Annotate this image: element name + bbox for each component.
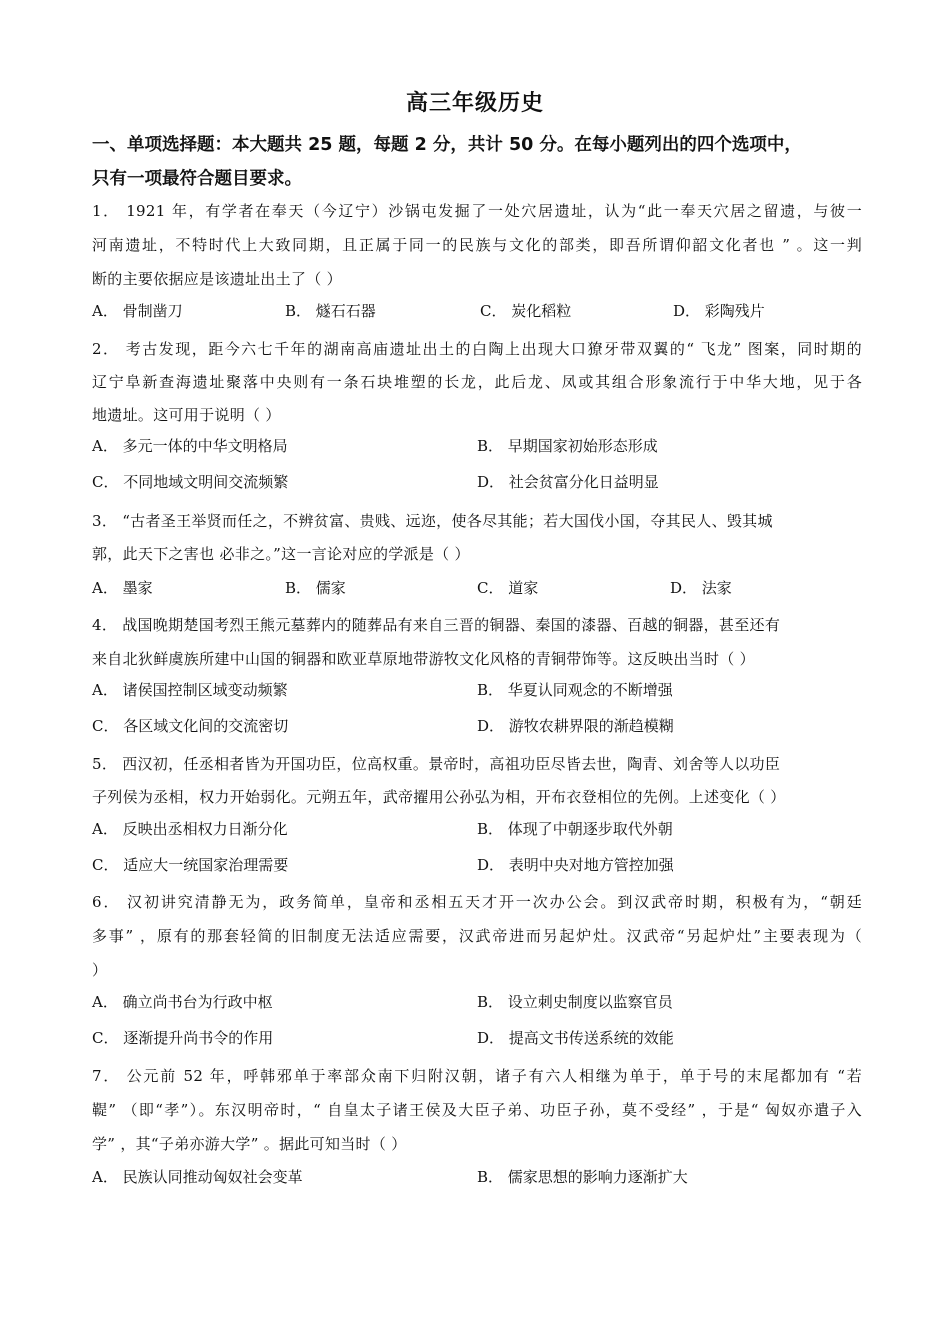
exam-title: 高三年级历史 bbox=[405, 91, 544, 116]
option-a: A． 诸侯国控制区域变动频繁 bbox=[92, 681, 288, 699]
section-heading-line: 只有一项最符合题目要求。 bbox=[92, 169, 302, 189]
question-text-line: 学” ，其“子弟亦游大学” 。据此可知当时（ ） bbox=[92, 1135, 407, 1153]
question-text-line: 多事” ，原有的那套轻简的旧制度无法适应需要，汉武帝进而另起炉灶。汉武帝“另起炉灶”主要表现为（ bbox=[92, 927, 862, 945]
question-text-line: 2． 考古发现，距今六七千年的湖南高庙遗址出土的白陶上出现大口獠牙带双翼的“ 飞龙” 图案，同时期的 bbox=[92, 340, 862, 358]
option-b: B． 设立刺史制度以监察官员 bbox=[477, 993, 673, 1011]
option-d: D． 表明中央对地方管控加强 bbox=[477, 856, 674, 874]
question-text-line: 河南遗址，不特时代上大致同期，且正属于同一的民族与文化的部类，即吾所谓仰韶文化者也 ” 。这一判 bbox=[92, 236, 862, 254]
question-text-line: 郭，此天下之害也 必非之。”这一言论对应的学派是（ ） bbox=[92, 545, 470, 563]
option-a: A． 反映出丞相权力日渐分化 bbox=[92, 820, 288, 838]
question-text-line: 鞮” （即“孝”）。东汉明帝时，“ 自皇太子诸王侯及大臣子弟、功臣子孙，莫不受经” ，于是“ 匈奴亦遣子入 bbox=[92, 1101, 862, 1119]
option-d: D． 法家 bbox=[670, 579, 732, 597]
option-d: D． 提高文书传送系统的效能 bbox=[477, 1029, 674, 1047]
option-b: B． 体现了中朝逐步取代外朝 bbox=[477, 820, 673, 838]
option-c: C． 不同地域文明间交流频繁 bbox=[92, 473, 289, 491]
option-d: D． 社会贫富分化日益明显 bbox=[477, 473, 659, 491]
option-b: B． 燧石石器 bbox=[285, 302, 376, 320]
option-a: A． 多元一体的中华文明格局 bbox=[92, 437, 288, 455]
question-text-line: ） bbox=[92, 961, 108, 979]
option-a: A． 确立尚书台为行政中枢 bbox=[92, 993, 273, 1011]
option-a: A． 墨家 bbox=[92, 579, 153, 597]
option-c: C． 适应大一统国家治理需要 bbox=[92, 856, 289, 874]
question-text-line: 7． 公元前 52 年，呼韩邪单于率部众南下归附汉朝，诸子有六人相继为单于，单于号的末尾都加有 “若 bbox=[92, 1067, 862, 1085]
option-a: A． 骨制凿刀 bbox=[92, 302, 183, 320]
question-text-line: 5． 西汉初，任丞相者皆为开国功臣，位高权重。景帝时，高祖功臣尽皆去世，陶青、刘舍等人以功臣 bbox=[92, 755, 781, 773]
option-c: C． 各区域文化间的交流密切 bbox=[92, 717, 289, 735]
option-d: D． 彩陶残片 bbox=[673, 302, 765, 320]
option-d: D． 游牧农耕界限的渐趋模糊 bbox=[477, 717, 674, 735]
section-heading bbox=[92, 128, 862, 196]
question-text-line: 4． 战国晚期楚国考烈王熊元墓葬内的随葬品有来自三晋的铜器、秦国的漆器、百越的铜器，甚至还有 bbox=[92, 616, 781, 634]
option-c: C． 逐渐提升尚书令的作用 bbox=[92, 1029, 274, 1047]
option-c: C． 道家 bbox=[477, 579, 539, 597]
option-b: B． 早期国家初始形态形成 bbox=[477, 437, 658, 455]
section-heading-line: 一、单项选择题：本大题共 25 题，每题 2 分，共计 50 分。在每小题列出的四个选项中， bbox=[92, 135, 802, 155]
option-b: B． 儒家 bbox=[285, 579, 346, 597]
question-text-line: 断的主要依据应是该遗址出土了（ ） bbox=[92, 270, 342, 288]
question-text-line: 6． 汉初讲究清静无为，政务简单，皇帝和丞相五天才开一次办公会。到汉武帝时期，积极有为，“朝廷 bbox=[92, 893, 862, 911]
question-text-line: 来自北狄鲜虞族所建中山国的铜器和欧亚草原地带游牧文化风格的青铜带饰等。这反映出当时（ ） bbox=[92, 650, 755, 668]
question-text-line: 1． 1921 年，有学者在奉天（今辽宁）沙锅屯发掘了一处穴居遗址，认为“此一奉天穴居之留遗，与彼一 bbox=[92, 202, 862, 220]
question-text-line: 辽宁阜新查海遗址聚落中央则有一条石块堆塑的长龙，此后龙、凤或其组合形象流行于中华大地，见于各 bbox=[92, 373, 862, 391]
question-text-line: 地遗址。这可用于说明（ ） bbox=[92, 406, 281, 424]
option-c: C． 炭化稻粒 bbox=[480, 302, 572, 320]
option-b: B． 华夏认同观念的不断增强 bbox=[477, 681, 673, 699]
question-text-line: 子列侯为丞相，权力开始弱化。元朔五年，武帝擢用公孙弘为相，开布衣登相位的先例。上述变化（ ） bbox=[92, 788, 786, 806]
option-b: B． 儒家思想的影响力逐渐扩大 bbox=[477, 1168, 688, 1186]
option-a: A． 民族认同推动匈奴社会变革 bbox=[92, 1168, 303, 1186]
question-text-line: 3． “古者圣王举贤而任之，不辨贫富、贵贱、远迩，使各尽其能；若大国伐小国，夺其民人、毁其城 bbox=[92, 512, 773, 530]
